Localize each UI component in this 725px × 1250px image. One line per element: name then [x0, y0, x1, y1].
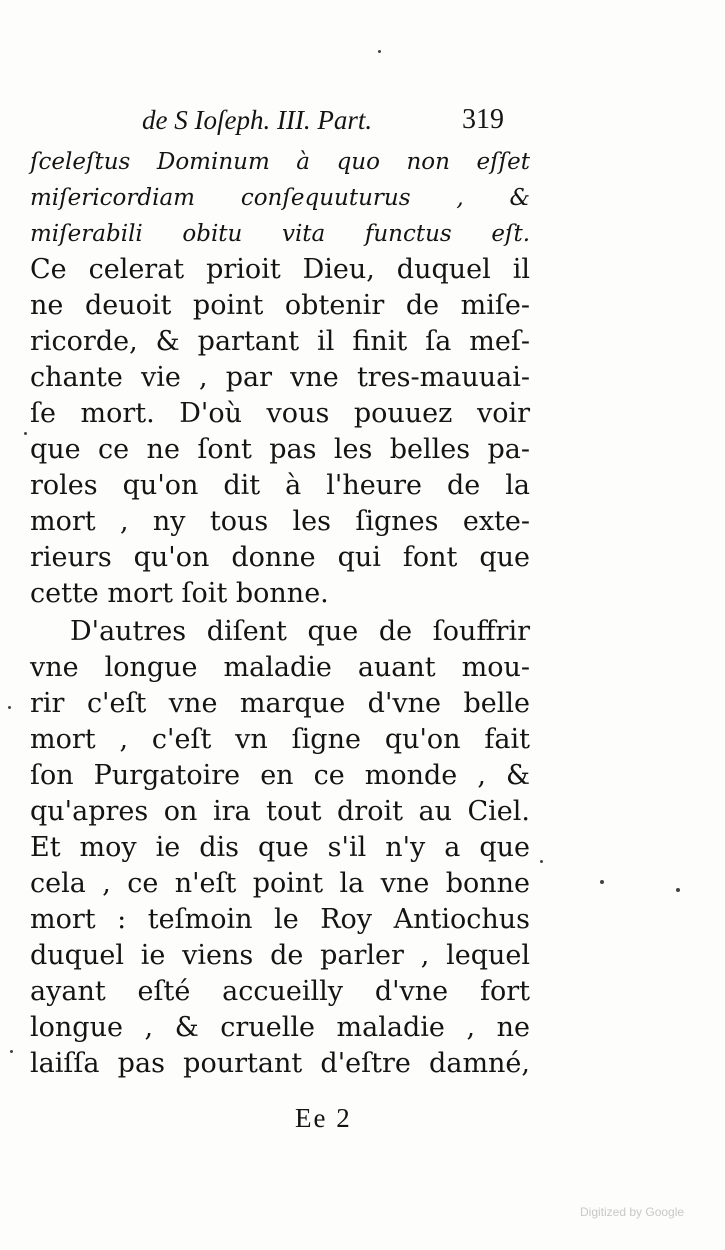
text-line: que ce ne ſont pas les belles pa-: [30, 434, 530, 465]
text-line: vne longue maladie auant mou-: [30, 652, 530, 683]
text-line: mort , ny tous les ſignes exte-: [30, 506, 530, 537]
paper-speck: [378, 50, 381, 53]
paper-speck: [676, 888, 680, 892]
text-line-paragraph-start: D'autres diſent que de ſouffrir: [70, 616, 530, 647]
text-line: laiſſa pas pourtant d'eſtre damné,: [30, 1048, 530, 1079]
text-line: rir c'eſt vne marque d'vne belle: [30, 688, 530, 719]
paper-speck: [10, 1050, 13, 1053]
text-line: mort : teſmoin le Roy Antiochus: [30, 904, 530, 935]
text-line: duquel ie viens de parler , lequel: [30, 940, 530, 971]
text-line: ayant eſté accueilly d'vne fort: [30, 976, 530, 1007]
text-line: ne deuoit point obtenir de miſe-: [30, 290, 530, 321]
text-line: ſon Purgatoire en ce monde , &: [30, 760, 530, 791]
text-line-latin-1: ſceleſtus Dominum à quo non eſſet: [30, 149, 530, 175]
text-line: cela , ce n'eſt point la vne bonne: [30, 868, 530, 899]
paper-speck: [540, 860, 543, 863]
text-line: roles qu'on dit à l'heure de la: [30, 470, 530, 501]
text-line-paragraph-end: cette mort ſoit bonne.: [30, 578, 329, 609]
text-line: ſe mort. D'où vous pouuez voir: [30, 398, 530, 429]
signature-mark: Ee 2: [295, 1103, 352, 1133]
text-line: qu'apres on ira tout droit au Ciel.: [30, 796, 530, 827]
paper-speck: [600, 880, 604, 884]
running-header: de S Ioſeph. III. Part.: [142, 105, 373, 135]
text-line: mort , c'eſt vn ſigne qu'on fait: [30, 724, 530, 755]
text-line: longue , & cruelle maladie , ne: [30, 1012, 530, 1043]
text-line: rieurs qu'on donne qui font que: [30, 542, 530, 573]
text-line-latin-3: miſerabili obitu vita functus eſt.: [30, 221, 530, 247]
text-line: Ce celerat prioit Dieu, duquel il: [30, 254, 530, 285]
page-number: 319: [462, 104, 504, 135]
text-line: Et moy ie dis que s'il n'y a que: [30, 832, 530, 863]
digitization-watermark: Digitized by Google: [580, 1205, 685, 1219]
text-line-latin-2: miſericordiam conſequuturus , &: [30, 185, 530, 211]
paper-speck: [8, 706, 11, 709]
text-line: ricorde, & partant il finit ſa meſ-: [30, 326, 530, 357]
text-line: chante vie , par vne tres-mauuai-: [30, 362, 530, 393]
paper-speck: [24, 432, 27, 435]
